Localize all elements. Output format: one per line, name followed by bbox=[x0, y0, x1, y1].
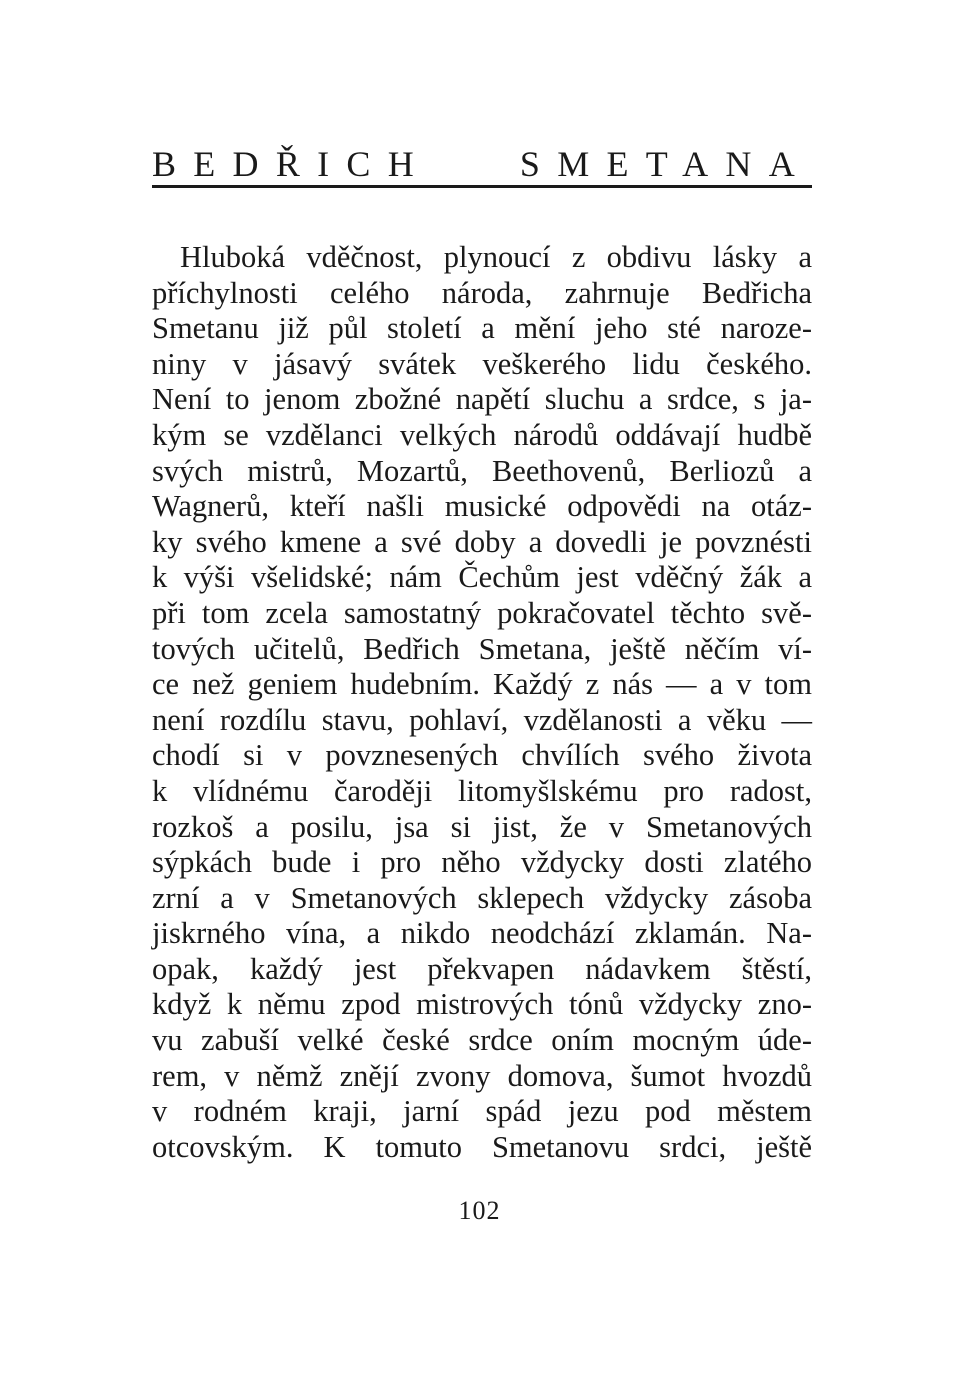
text-line: sýpkách bude i pro něho vždycky dosti zlatého bbox=[152, 845, 812, 880]
text-line: vu zabuší velké české srdce oním mocným úde- bbox=[152, 1023, 812, 1058]
text-line: otcovským. K tomuto Smetanovu srdci, ještě bbox=[152, 1129, 812, 1164]
text-line: kým se vzdělanci velkých národů oddávají hudbě bbox=[152, 417, 812, 452]
text-line: Není to jenom zbožné napětí sluchu a srdce, s ja- bbox=[152, 382, 812, 417]
text-line: niny v jásavý svátek veškerého lidu českého. bbox=[152, 346, 812, 381]
text-line: příchylnosti celého národa, zahrnuje Bedřicha bbox=[152, 275, 812, 310]
text-line: ky svého kmene a své doby a dovedli je povznésti bbox=[152, 524, 812, 559]
running-title: BEDŘICH SMETANA bbox=[152, 144, 812, 184]
text-line: ce než geniem hudebním. Každý z nás — a v tom bbox=[152, 667, 812, 702]
text-line: rem, v němž znějí zvony domova, šumot hvozdů bbox=[152, 1058, 812, 1093]
text-line: Smetanu již půl století a mění jeho sté naroze- bbox=[152, 311, 812, 346]
page-number: 102 bbox=[458, 1196, 501, 1225]
text-line: zrní a v Smetanových sklepech vždycky zásoba bbox=[152, 880, 812, 915]
running-header bbox=[152, 140, 812, 190]
text-line: při tom zcela samostatný pokračovatel těchto svě- bbox=[152, 595, 812, 630]
text-line: svých mistrů, Mozartů, Beethovenů, Berliozů a bbox=[152, 453, 812, 488]
text-line: není rozdílu stavu, pohlaví, vzdělanosti a věku — bbox=[152, 702, 812, 737]
text-line: Hluboká vděčnost, plynoucí z obdivu lásky a bbox=[180, 240, 812, 274]
body-paragraph bbox=[152, 240, 812, 1165]
text-line: k výši všelidské; nám Čechům jest vděčný žák a bbox=[152, 560, 812, 595]
header-rule bbox=[152, 185, 812, 188]
text-line: když k němu zpod mistrových tónů vždycky zno- bbox=[152, 987, 812, 1022]
text-line: v rodném kraji, jarní spád jezu pod městem bbox=[152, 1094, 812, 1129]
text-line: k vlídnému čaroději litomyšlskému pro radost, bbox=[152, 773, 812, 808]
text-line: opak, každý jest překvapen nádavkem štěstí, bbox=[152, 951, 812, 986]
text-line: jiskrného vína, a nikdo neodchází zklamán. Na- bbox=[152, 916, 812, 951]
text-line: tových učitelů, Bedřich Smetana, ještě něčím ví- bbox=[152, 631, 812, 666]
text-line: rozkoš a posilu, jsa si jist, že v Smetanových bbox=[152, 809, 812, 844]
text-line: Wagnerů, kteří našli musické odpovědi na otáz- bbox=[152, 489, 812, 524]
text-line: chodí si v povznesených chvílích svého života bbox=[152, 738, 812, 773]
